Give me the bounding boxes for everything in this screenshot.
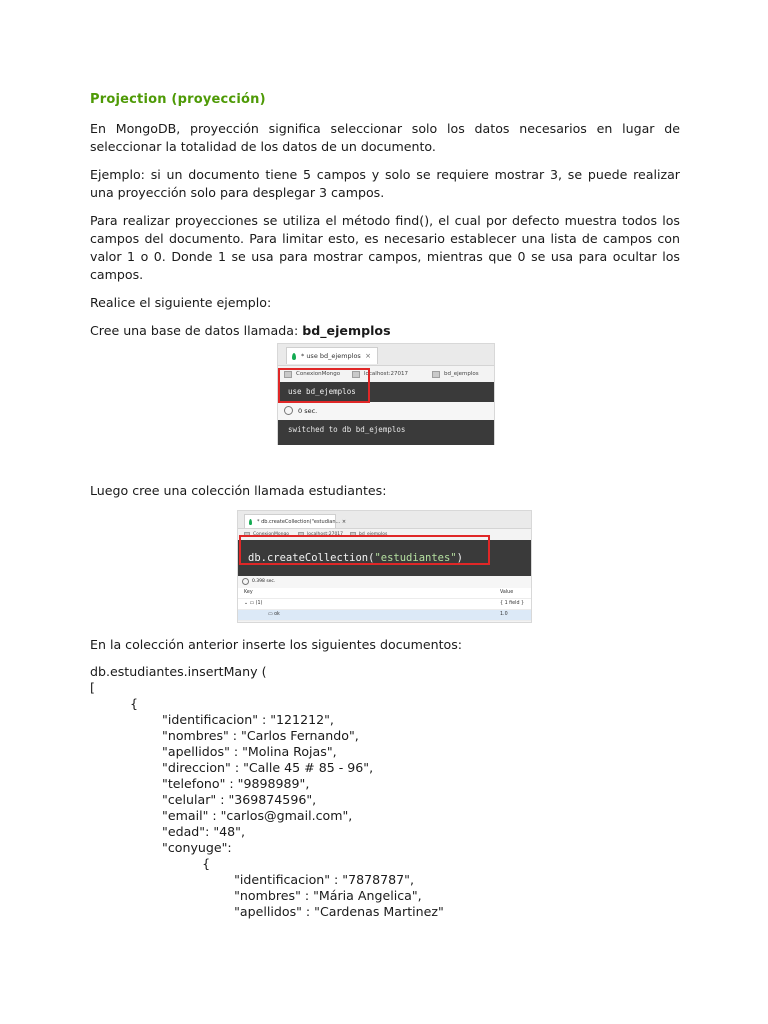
db-name: bd_ejemplos xyxy=(302,323,391,338)
code-line: "email" : "carlos@gmail.com", xyxy=(90,808,353,823)
shell-output: switched to db bd_ejemplos xyxy=(278,420,494,445)
code-line: "nombres" : "Mária Angelica", xyxy=(90,888,422,903)
code-block xyxy=(90,664,650,920)
execution-time xyxy=(238,576,531,588)
document-body xyxy=(90,92,680,350)
code-line: "celular" : "369874596", xyxy=(90,792,317,807)
row-key: ⌄ ▭ (1) xyxy=(244,601,263,606)
paragraph-find-method: Para realizar proyecciones se utiliza el método find(), el cual por defecto muestra todos los campos del documento. Para limitar esto, es necesario establecer una lista de campos con valor 1 o 0. Donde 1 se usa para mostrar campos, mientras que 0 se usa para ocultar los campos. xyxy=(90,213,680,282)
column-key: Key xyxy=(244,590,253,595)
shell-editor[interactable]: use bd_ejemplos xyxy=(278,382,494,402)
code-line: "identificacion" : "7878787", xyxy=(90,872,414,887)
code-line: "conyuge": xyxy=(90,840,232,855)
highlight-box xyxy=(239,535,490,565)
column-value: Value xyxy=(500,590,514,595)
execution-time-label: 0.398 sec. xyxy=(252,579,276,584)
crumb-database[interactable] xyxy=(432,370,479,379)
crumb-connection-label: ConexionMongo xyxy=(296,371,341,377)
paragraph-insert-docs: En la colección anterior inserte los siguientes documentos: xyxy=(90,637,463,652)
crumb-host-label: localhost:27017 xyxy=(364,371,409,377)
tab-use-db[interactable] xyxy=(286,347,378,364)
editor-code: db.createCollection( xyxy=(248,552,375,564)
code-line: { xyxy=(90,696,139,711)
code-line: "identificacion" : "121212", xyxy=(90,712,334,727)
tab-label: * db.createCollection("estudian... × xyxy=(257,519,347,525)
highlight-box xyxy=(278,368,370,403)
code-line: "direccion" : "Calle 45 # 85 - 96", xyxy=(90,760,374,775)
screenshot-create-collection xyxy=(237,510,532,623)
code-line: "edad": "48", xyxy=(90,824,245,839)
crumb-database-label: bd_ejemplos xyxy=(444,371,479,377)
clock-icon xyxy=(242,578,249,585)
execution-time xyxy=(278,402,494,420)
row-key-label: (1) xyxy=(255,601,263,606)
crumb-host-label: localhost:27017 xyxy=(307,532,344,537)
paragraph-instruction: Realice el siguiente ejemplo: xyxy=(90,295,272,310)
paragraph-create-db xyxy=(90,322,680,340)
mongodb-leaf-icon xyxy=(249,519,252,525)
crumb-connection-label: ConexionMongo xyxy=(253,532,290,537)
section-heading: Projection (proyección) xyxy=(90,92,266,107)
mongodb-leaf-icon xyxy=(292,353,296,360)
table-row[interactable] xyxy=(238,599,531,610)
result-table xyxy=(238,588,531,621)
tab-bar xyxy=(278,344,494,366)
document-body-3 xyxy=(90,636,680,664)
editor-string: "estudiantes" xyxy=(374,552,457,564)
editor-close-paren: ) xyxy=(456,552,463,564)
code-line: "apellidos" : "Molina Rojas", xyxy=(90,744,337,759)
paragraph-example: Ejemplo: si un documento tiene 5 campos y solo se requiere mostrar 3, se puede realizar una proyección solo para desplegar 3 campos. xyxy=(90,167,680,200)
row-value: 1.0 xyxy=(500,612,508,617)
code-line: [ xyxy=(90,680,95,695)
table-row[interactable] xyxy=(238,610,531,621)
create-db-text: Cree una base de datos llamada: xyxy=(90,323,303,338)
code-line: "apellidos" : "Cardenas Martinez" xyxy=(90,904,444,919)
tab-create-collection[interactable] xyxy=(244,514,347,528)
code-line: "nombres" : "Carlos Fernando", xyxy=(90,728,359,743)
crumb-database-label: bd_ejemplos xyxy=(359,532,388,537)
paragraph-definition: En MongoDB, proyección significa seleccionar solo los datos necesarios en lugar de seleccionar la totalidad de los datos de un documento. xyxy=(90,121,680,154)
row-value: { 1 field } xyxy=(500,601,525,606)
row-key-label: ok xyxy=(274,612,280,617)
tab-bar xyxy=(238,511,531,529)
row-key: ▭ ok xyxy=(268,612,280,617)
code-line: { xyxy=(90,856,211,871)
table-header xyxy=(238,588,531,599)
tab-label: * use bd_ejemplos xyxy=(301,352,361,360)
document-body-2 xyxy=(90,482,680,510)
code-line: db.estudiantes.insertMany ( xyxy=(90,664,267,679)
close-icon[interactable]: × xyxy=(365,352,371,360)
execution-time-label: 0 sec. xyxy=(298,407,318,415)
clock-icon xyxy=(284,406,293,415)
code-line: "telefono" : "9898989", xyxy=(90,776,310,791)
database-icon xyxy=(432,371,440,378)
paragraph-create-collection: Luego cree una colección llamada estudiantes: xyxy=(90,483,387,498)
